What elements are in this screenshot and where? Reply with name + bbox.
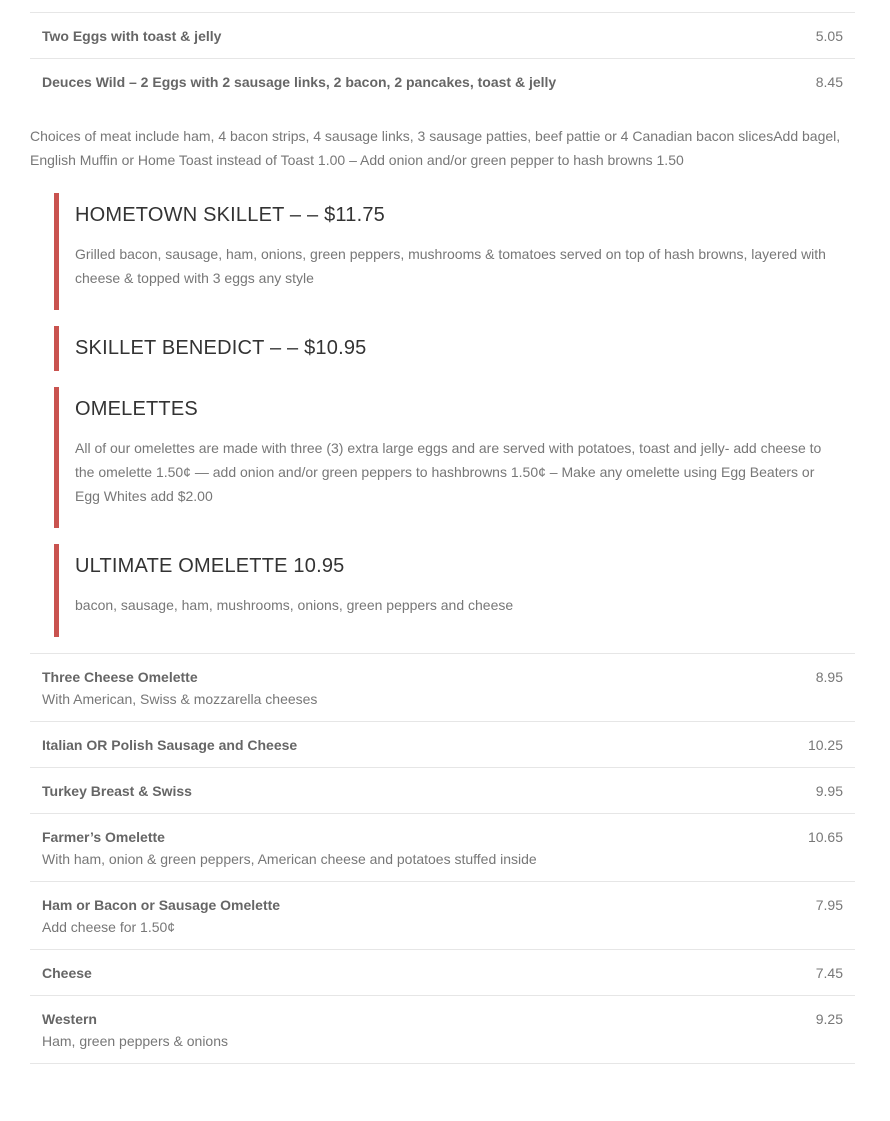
- section-description: All of our omelettes are made with three (3) extra large eggs and are served with potatoes, toast and jelly- add cheese to the omelette 1.50¢ — add onion and/or green peppers to hashbrowns 1.50¢ – Make any omelette using Egg Beaters or Egg Whites add $2.00: [75, 440, 822, 504]
- section-title: OMELETTES: [75, 398, 198, 420]
- item-name: Three Cheese Omelette: [42, 669, 198, 685]
- item-description: With American, Swiss & mozzarella cheeses: [42, 691, 318, 707]
- divider: [30, 1063, 855, 1083]
- item-description: Add cheese for 1.50¢: [42, 919, 176, 935]
- item-name: Two Eggs with toast & jelly: [42, 28, 222, 44]
- item-name: Western: [42, 1011, 97, 1027]
- section-description: bacon, sausage, ham, mushrooms, onions, green peppers and cheese: [75, 597, 514, 613]
- menu-item: [30, 813, 855, 881]
- section-callout-omelettes: [54, 387, 855, 528]
- section-callout-ultimate-omelette: [54, 544, 855, 637]
- item-name: Deuces Wild – 2 Eggs with 2 sausage links, 2 bacon, 2 pancakes, toast & jelly: [42, 74, 557, 90]
- breakfast-items-list: [30, 13, 855, 104]
- item-price: 10.25: [807, 737, 843, 753]
- omelette-items-list: [30, 653, 855, 1083]
- item-price: 5.05: [815, 28, 843, 44]
- item-price: 10.65: [807, 829, 843, 845]
- menu-content: [30, 0, 855, 1083]
- item-price: 7.45: [815, 965, 843, 981]
- item-description: Ham, green peppers & onions: [42, 1033, 228, 1049]
- item-price: 8.95: [815, 669, 843, 685]
- item-name: Ham or Bacon or Sausage Omelette: [42, 897, 281, 913]
- item-price: 8.45: [815, 74, 843, 90]
- menu-item: [30, 653, 855, 721]
- item-name: Turkey Breast & Swiss: [42, 783, 192, 799]
- section-title: ULTIMATE OMELETTE 10.95: [75, 555, 345, 577]
- item-price: 9.25: [815, 1011, 843, 1027]
- section-title: SKILLET BENEDICT – – $10.95: [75, 337, 367, 359]
- section-description: Grilled bacon, sausage, ham, onions, green peppers, mushrooms & tomatoes served on top of hash browns, layered with cheese & topped with 3 eggs any style: [75, 246, 826, 286]
- item-description: With ham, onion & green peppers, American cheese and potatoes stuffed inside: [42, 851, 537, 867]
- item-price: 9.95: [815, 783, 843, 799]
- choices-note: Choices of meat include ham, 4 bacon strips, 4 sausage links, 3 sausage patties, beef pattie or 4 Canadian bacon slicesAdd bagel, English Muffin or Home Toast instead of Toast 1.00 – Add onion and/or green pepper to hash browns 1.50: [30, 128, 841, 168]
- item-name: Italian OR Polish Sausage and Cheese: [42, 737, 298, 753]
- item-name: Farmer’s Omelette: [42, 829, 165, 845]
- menu-item: [30, 949, 855, 995]
- menu-item: [30, 767, 855, 813]
- menu-item: [30, 881, 855, 949]
- menu-item: [30, 721, 855, 767]
- item-name: Cheese: [42, 965, 92, 981]
- section-callout-skillet-benedict: [54, 326, 855, 371]
- item-price: 7.95: [815, 897, 843, 913]
- menu-item: [30, 13, 855, 58]
- section-callout-hometown-skillet: [54, 193, 855, 310]
- menu-item: [30, 995, 855, 1063]
- section-title: HOMETOWN SKILLET – – $11.75: [75, 204, 385, 226]
- menu-item: [30, 58, 855, 104]
- divider: [30, 0, 855, 13]
